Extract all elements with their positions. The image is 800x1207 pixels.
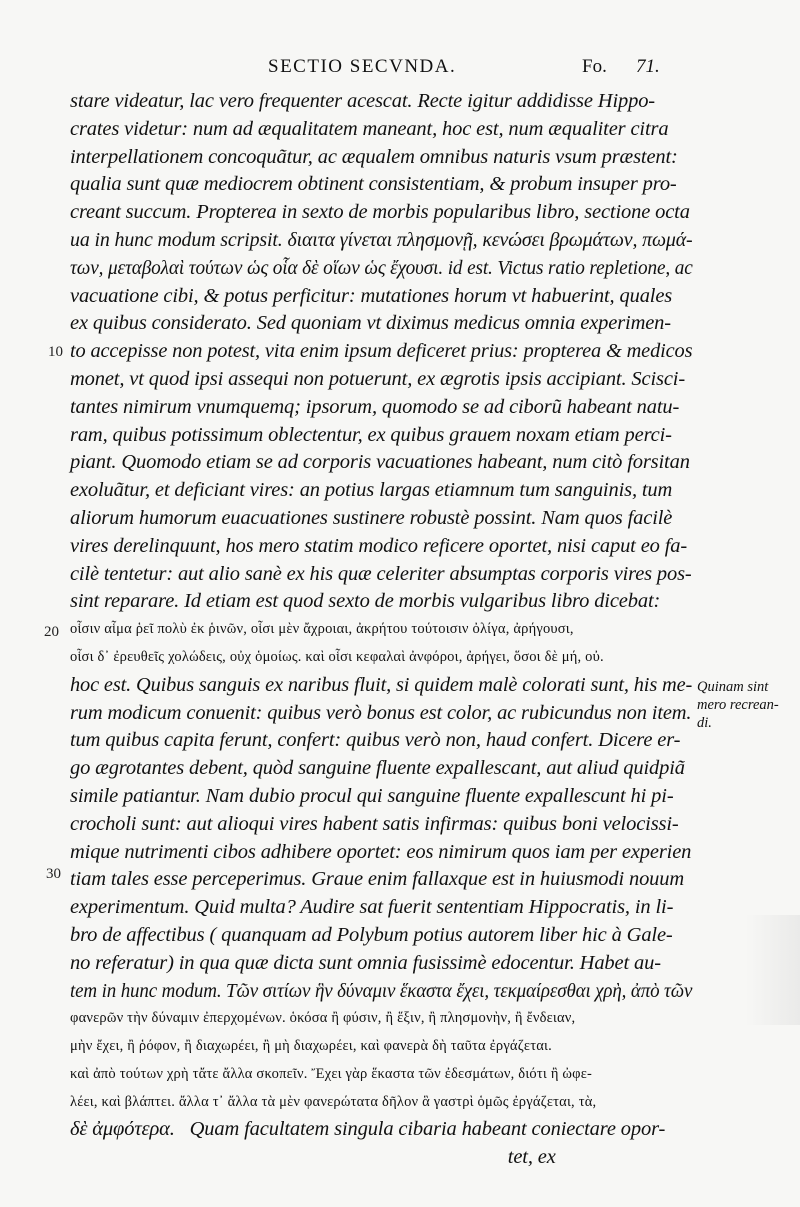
text-line: crates videtur: num ad æqualitatem maneant, hoc est, num æqualiter citra (70, 117, 669, 140)
running-header (0, 52, 800, 82)
text-line: sint reparare. Id etiam est quod sexto de morbis vulgaribus libro dicebat: (70, 590, 661, 613)
text-line: μὴν ἔχει, ἢ ῥόφον, ἢ διαχωρέει, ἢ μὴ διαχωρέει, καὶ φανερὰ δὴ ταῦτα ἐργάζεται. (70, 1038, 552, 1055)
text-line: no referatur) in qua quæ dicta sunt omnia fusissimè edocentur. Habet au- (70, 951, 661, 974)
text-line: mique nutrimenti cibos adhibere oportet: eos nimirum quos iam per experien (70, 840, 692, 863)
text-line: οἷσιν αἷμα ῥεῖ πολὺ ἐκ ῥινῶν, οἷσι μὲν ἄχροιαι, ἀκρήτου τούτοισιν ὀλίγα, ἀρήγουσι, (70, 621, 574, 638)
text-line: qualia sunt quæ mediocrem obtinent consistentiam, & probum insuper pro- (70, 173, 677, 196)
text-line: bro de affectibus ( quanquam ad Polybum potius autorem liber hic à Gale- (70, 923, 673, 946)
text-line: tiam tales esse perceperimus. Graue enim fallaxque est in huiusmodi nouum (70, 868, 685, 891)
marginal-note (697, 678, 797, 732)
text-line: interpellationem concoquãtur, ac æqualem omnibus naturis vsum præstent: (70, 145, 678, 168)
text-line: δὲ ἀμφότερα. Quam facultatem singula cibaria habeant coniectare opor- (70, 1118, 666, 1141)
text-line: tum quibus capita ferunt, confert: quibus verò non, haud confert. Dicere er- (70, 729, 681, 752)
text-line: vires derelinquunt, hos mero statim modico reficere oportet, nisi caput eo fa- (70, 534, 688, 557)
show-through-shadow (746, 915, 800, 1025)
line-number-30: 30 (46, 866, 61, 882)
text-line: monet, vt quod ipsi assequi non potuerunt, ex ægrotis ipsis accipiant. Scisci- (70, 367, 686, 390)
text-line: hoc est. Quibus sanguis ex naribus fluit, si quidem malè colorati sunt, his me- (70, 673, 693, 696)
text-line: piant. Quomodo etiam se ad corporis vacuationes habeant, num citò forsitan (70, 451, 690, 474)
text-line: ua in hunc modum scripsit. διαιτα γίνεται πλησμονῇ, κενώσει βρωμάτων, πωμά- (70, 228, 693, 251)
marginal-note-line: mero recrean- (697, 697, 779, 713)
text-line: stare videatur, lac vero frequenter acescat. Recte igitur addidisse Hippo- (70, 90, 655, 112)
line-number-20: 20 (44, 624, 59, 640)
text-line: φανερῶν τὴν δύναμιν ἐπερχομένων. ὁκόσα ἢ φύσιν, ἢ ἕξιν, ἢ πλησμονὴν, ἢ ἔνδειαν, (70, 1010, 576, 1027)
marginal-note-line: di. (697, 715, 712, 731)
text-line: tantes nimirum vnumquemq; ipsorum, quomodo se ad ciborũ habeant natu- (70, 395, 680, 418)
text-line: ram, quibus potissimum oblectentur, ex quibus grauem noxam etiam perci- (70, 423, 672, 446)
text-line: καὶ ἀπὸ τούτων χρὴ τἄτε ἄλλα σκοπεῖν. Ἔχει γὰρ ἕκαστα τῶν ἐδεσμάτων, διότι ἢ ὠφε- (70, 1065, 593, 1082)
line-number-10: 10 (48, 344, 63, 360)
folio-label: Fo. (582, 56, 607, 77)
text-line: to accepisse non potest, vita enim ipsum deficeret prius: propterea & medicos (70, 340, 693, 363)
text-line: των, μεταβολαὶ τούτων ὡς οἷα δὲ οἵων ὡς ἔχουσι. id est. Victus ratio repletione, ac (70, 256, 693, 279)
text-line: creant succum. Propterea in sexto de morbis popularibus libro, sectione octa (70, 201, 690, 224)
text-line: cilè tentetur: aut alio sanè ex his quæ celeriter absumptas corporis vires pos- (70, 562, 692, 585)
text-line: aliorum humorum euacuationes sustinere robustè possint. Nam quos facilè (70, 506, 673, 529)
text-line: tet, ex (70, 1146, 556, 1169)
text-line: rum modicum conuenit: quibus verò bonus est color, ac rubicundus non item. (70, 701, 692, 724)
text-line: exoluãtur, et deficiant vires: an potius largas etiamnum tum sanguinis, tum (70, 479, 673, 502)
text-line: crocholi sunt: aut alioqui vires habent satis infirmas: quibus boni velocissi- (70, 812, 679, 835)
main-text-block (70, 88, 693, 1172)
text-line: ex quibus considerato. Sed quoniam vt diximus medicus omnia experimen- (70, 312, 671, 335)
marginal-note-line: Quinam sint (697, 679, 769, 695)
text-line: tem in hunc modum. Τῶν σιτίων ἣν δύναμιν ἕκαστα ἔχει, τεκμαίρεσθαι χρὴ, ἀπὸ τῶν (70, 979, 693, 1002)
text-line: vacuatione cibi, & potus perficitur: mutationes horum vt habuerint, quales (70, 284, 673, 307)
text-line: go ægrotantes debent, quòd sanguine fluente expallescant, aut aliud quidpiã (70, 757, 685, 780)
folio-number: 71. (636, 56, 660, 77)
text-line: experimentum. Quid multa? Audire sat fuerit sententiam Hippocratis, in li- (70, 896, 674, 919)
text-line: simile patiantur. Nam dubio procul qui sanguine fluente expallescunt hi pi- (70, 784, 674, 807)
running-title: SECTIO SECVNDA. (268, 56, 457, 77)
text-line: λέει, καὶ βλάπτει. ἄλλα τ᾽ ἄλλα τὰ μὲν φανερώτατα δῆλον ἃ γαστρὶ ὁμῶς ἐργάζεται, τὰ, (70, 1093, 597, 1110)
text-line: οἷσι δ᾽ ἐρευθεῖς χολώδεις, οὐχ ὁμοίως. καὶ οἷσι κεφαλαὶ ἀνφόροι, ἀρήγει, ὅσοι δὲ μή, οὐ. (70, 648, 604, 665)
